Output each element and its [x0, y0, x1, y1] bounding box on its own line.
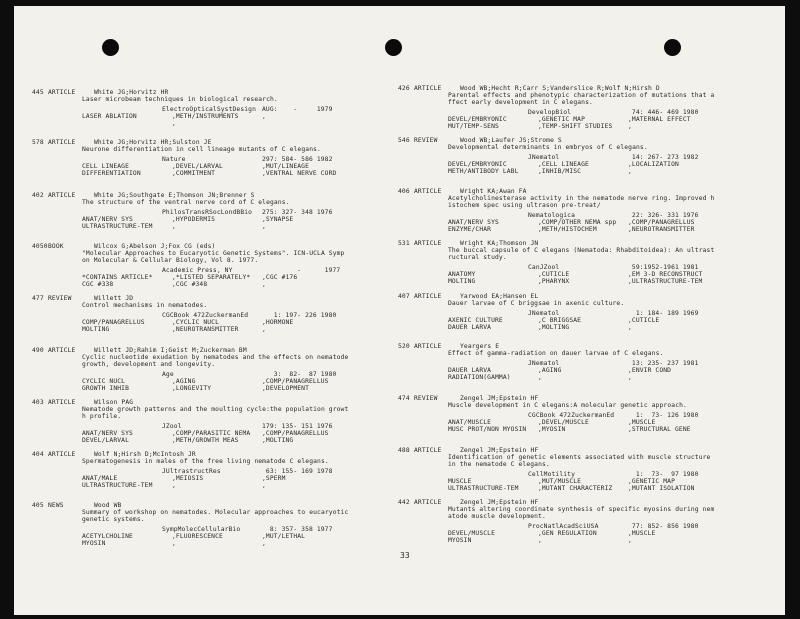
entry-keyword: ,COMP/OTHER NEMA spp: [538, 219, 617, 226]
entry-keyword: CELL LINEAGE: [82, 163, 130, 170]
entry-number: 407: [398, 293, 410, 300]
entry-keyword: MYOSIN: [448, 537, 472, 544]
entry-citation: 1: 73- 126 1980: [628, 412, 699, 419]
entry-keyword: ,FLUORESCENCE: [172, 533, 223, 540]
entry-keyword: ,SPERM: [262, 475, 286, 482]
entry-keyword: ,: [628, 168, 632, 175]
entry-citation: 14: 267- 273 1982: [628, 154, 699, 161]
entry-keyword: ,: [172, 120, 176, 127]
entry-number: 445: [32, 89, 44, 96]
entry-type: ARTICLE: [48, 89, 76, 96]
entry-title: Laser microbeam techniques in biological research.: [82, 96, 278, 103]
entry-source: Age: [162, 371, 174, 378]
entry-keyword: ,ENVIR COND: [628, 367, 672, 374]
entry-keyword: GROWTH INHIB: [82, 385, 130, 392]
entry-number: 426: [398, 85, 410, 92]
entry-keyword: ,: [538, 537, 542, 544]
entry-keyword: ,NEUROTRANSMITTER: [172, 326, 239, 333]
entry-keyword: ULTRASTRUCTURE-TEM: [82, 482, 153, 489]
entry-title: genetic systems.: [82, 516, 145, 523]
entry-title: on Molecular & Cellular Biology, Vol 8. 1977.: [82, 257, 259, 264]
entry-source: SympMolecCellularBio: [162, 526, 241, 533]
entry-keyword: ,GENETIC MAP: [538, 116, 586, 123]
binder-hole: [102, 39, 119, 56]
entry-keyword: ,CGC #348: [172, 281, 208, 288]
entry-title: Developmental determinants in embryos of C elegans.: [448, 144, 648, 151]
entry-number: 578: [32, 139, 44, 146]
entry-keyword: ,: [262, 326, 266, 333]
entry-keyword: ,CGC #176: [262, 274, 298, 281]
entry-keyword: ANAT/NERV SYS: [82, 216, 133, 223]
entry-title: Spermatogenesis in males of the free living nematode C elegans.: [82, 458, 329, 465]
entry-keyword: ,EM 3-D RECONSTRUCT: [628, 271, 703, 278]
entry-keyword: CGC #338: [82, 281, 114, 288]
entry-title: Parental effects and phenotypic characterization of mutations that a: [448, 92, 715, 99]
entry-number: 490: [32, 347, 44, 354]
entry-keyword: ,MOLTING: [262, 437, 294, 444]
entry-authors: Wright KA;Awan FA: [460, 188, 527, 195]
entry-keyword: ,GEN REGULATION: [538, 530, 597, 537]
entry-source: ProcNatlAcadSciUSA: [528, 523, 599, 530]
entry-keyword: MOLTING: [448, 278, 476, 285]
entry-source: DevelopBiol: [528, 109, 572, 116]
entry-keyword: ,: [262, 540, 266, 547]
entry-keyword: ,: [262, 223, 266, 230]
entry-keyword: COMP/PANAGRELLUS: [82, 319, 145, 326]
entry-type: ARTICLE: [414, 85, 442, 92]
page-number: 33: [400, 551, 410, 560]
entry-authors: Wilcox G;Abelson J;Fox CG (eds): [94, 243, 216, 250]
entry-keyword: MUSC PROT/NON MYOSIN: [448, 426, 527, 433]
entry-keyword: ,METH/HISTOCHEM: [538, 226, 597, 233]
entry-keyword: ,METH/INSTRUMENTS: [172, 113, 239, 120]
entry-keyword: MYOSIN: [82, 540, 106, 547]
entry-citation: 63: 155- 169 1978: [262, 468, 333, 475]
entry-keyword: ANAT/MALE: [82, 475, 118, 482]
entry-number: 474: [398, 395, 410, 402]
entry-keyword: ,AGING: [172, 378, 196, 385]
entry-title: "Molecular Approaches to Eucaryotic Genetic Systems". ICN-UCLA Symp: [82, 250, 345, 257]
entry-title: Muscle development in C elegans:A molecular genetic approach.: [448, 402, 687, 409]
binder-hole: [385, 39, 402, 56]
entry-keyword: AXENIC CULTURE: [448, 317, 503, 324]
entry-authors: Willett JD: [94, 295, 134, 302]
entry-number: 403: [32, 399, 44, 406]
entry-title: The structure of the ventral nerve cord of C elegans.: [82, 199, 290, 206]
entry-type: REVIEW: [414, 137, 438, 144]
entry-title: The buccal capsule of C elegans (Nematoda: Rhabditoidea): An ultrast: [448, 247, 715, 254]
entry-keyword: ,COMP/PANAGRELLUS: [262, 430, 329, 437]
entry-keyword: ,: [172, 223, 176, 230]
entry-type: BOOK: [48, 243, 64, 250]
entry-keyword: ,DEVELOPMENT: [262, 385, 310, 392]
entry-citation: 297: 584- 586 1982: [262, 156, 333, 163]
entry-keyword: ,STRUCTURAL GENE: [628, 426, 691, 433]
entry-keyword: ENZYME/CHAR: [448, 226, 492, 233]
entry-type: ARTICLE: [48, 139, 76, 146]
entry-keyword: ,: [628, 537, 632, 544]
entry-keyword: CYCLIC NUCL: [82, 378, 126, 385]
entry-authors: Wood WB: [94, 502, 122, 509]
entry-number: 405: [32, 502, 44, 509]
entry-authors: White JG;Horvitz HR;Sulston JE: [94, 139, 212, 146]
entry-keyword: ,MATERNAL EFFECT: [628, 116, 691, 123]
entry-keyword: ,MUSCLE: [628, 419, 656, 426]
entry-keyword: ULTRASTRUCTURE-TEM: [448, 485, 519, 492]
entry-keyword: LASER ABLATION: [82, 113, 137, 120]
entry-source: PhilosTransRSocLondBBio: [162, 209, 253, 216]
entry-number: 442: [398, 499, 410, 506]
binder-hole: [664, 39, 681, 56]
entry-keyword: MOLTING: [82, 326, 110, 333]
entry-keyword: ,: [628, 374, 632, 381]
entry-citation: 275: 327- 348 1976: [262, 209, 333, 216]
entry-source: CGCBook 472ZuckermanEd: [162, 312, 249, 319]
entry-citation: 22: 326- 331 1976: [628, 212, 699, 219]
entry-keyword: ,: [172, 540, 176, 547]
entry-authors: Wood WB;Hecht R;Carr S;Vanderslice R;Wolf N;Hirsh D: [460, 85, 660, 92]
entry-keyword: ,CUTICLE: [628, 317, 660, 324]
entry-title: Dauer larvae of C briggsae in axenic culture.: [448, 300, 625, 307]
entry-keyword: ANAT/MUSCLE: [448, 419, 492, 426]
entry-authors: Wilson PAG: [94, 399, 134, 406]
entry-authors: Wright KA;Thomson JN: [460, 240, 539, 247]
entry-type: ARTICLE: [414, 447, 442, 454]
entry-keyword: MUSCLE: [448, 478, 472, 485]
entry-keyword: ,COMP/PARASITIC NEMA: [172, 430, 251, 437]
entry-citation: 59:1952-1961 1981: [628, 264, 699, 271]
entry-keyword: ACETYLCHOLINE: [82, 533, 133, 540]
entry-keyword: ,: [262, 482, 266, 489]
entry-citation: 1: 184- 189 1969: [628, 310, 699, 317]
entry-keyword: METH/ANTIBODY LABL: [448, 168, 519, 175]
entry-authors: Wolf N;Hirsh D;McIntosh JR: [94, 451, 196, 458]
entry-keyword: *CONTAINS ARTICLE*: [82, 274, 153, 281]
entry-keyword: ,MUT/MUSCLE: [538, 478, 582, 485]
entry-title: in the nematode C elegans.: [448, 461, 550, 468]
entry-keyword: ,COMMITMENT: [172, 170, 216, 177]
entry-title: Neurone differentiation in cell lineage mutants of C elegans.: [82, 146, 321, 153]
entry-citation: 1: 197- 226 1980: [262, 312, 337, 319]
entry-title: Control mechanisms in nematodes.: [82, 302, 208, 309]
entry-authors: Zengel JM;Epstein HF: [460, 395, 539, 402]
entry-keyword: ,C BRIGGSAE: [538, 317, 582, 324]
entry-keyword: ,: [628, 324, 632, 331]
entry-keyword: ,PHARYNX: [538, 278, 570, 285]
entry-title: ffect early development in C elegans.: [448, 99, 593, 106]
entry-keyword: ,COMP/PANAGRELLUS: [628, 219, 695, 226]
entry-title: growth, development and longevity.: [82, 361, 216, 368]
entry-keyword: ,: [262, 113, 266, 120]
entry-source: JNematol: [528, 360, 560, 367]
entry-type: ARTICLE: [48, 347, 76, 354]
entry-keyword: ,TEMP-SHIFT STUDIES: [538, 123, 613, 130]
entry-keyword: ,: [172, 482, 176, 489]
entry-title: Effect of gamma-radiation on dauer larvae of C elegans.: [448, 350, 664, 357]
entry-number: 406: [398, 188, 410, 195]
entry-keyword: ,DEVEL/MUSCLE: [538, 419, 589, 426]
entry-source: Academic Press, NY: [162, 267, 233, 274]
entry-citation: 13: 235- 237 1981: [628, 360, 699, 367]
entry-title: h profile.: [82, 413, 122, 420]
entry-citation: AUG: - 1979: [262, 106, 333, 113]
entry-keyword: ULTRASTRUCTURE-TEM: [82, 223, 153, 230]
entry-keyword: DEVEL/EMBRYONIC: [448, 161, 507, 168]
entry-keyword: ,LOCALIZATION: [628, 161, 679, 168]
entry-citation: 74: 446- 469 1980: [628, 109, 699, 116]
entry-source: JUltrastructRes: [162, 468, 221, 475]
entry-type: ARTICLE: [48, 192, 76, 199]
entry-keyword: MUT/TEMP-SENS: [448, 123, 499, 130]
entry-title: istochem spec using ultrason pre-treat/: [448, 202, 601, 209]
entry-keyword: ,GENETIC MAP: [628, 478, 676, 485]
entry-keyword: DAUER LARVA: [448, 324, 492, 331]
entry-type: NEWS: [48, 502, 64, 509]
entry-keyword: ,HYPODERMIS: [172, 216, 216, 223]
entry-authors: Zengel JM;Epstein HF: [460, 499, 539, 506]
entry-type: ARTICLE: [48, 399, 76, 406]
entry-keyword: ,CUTICLE: [538, 271, 570, 278]
entry-source: JNematol: [528, 154, 560, 161]
entry-title: Nematode growth patterns and the moulting cycle:the population growt: [82, 406, 349, 413]
entry-title: Identification of genetic elements associated with muscle structure: [448, 454, 711, 461]
entry-keyword: ,DEVEL/LARVAL: [172, 163, 223, 170]
entry-number: 4050: [32, 243, 48, 250]
entry-keyword: ,LONGEVITY: [172, 385, 212, 392]
entry-citation: - 1977: [262, 267, 341, 274]
entry-source: Nematologica: [528, 212, 576, 219]
entry-keyword: ,: [538, 374, 542, 381]
entry-keyword: ,MUTANT ISOLATION: [628, 485, 695, 492]
entry-title: Summary of workshop on nematodes. Molecular approaches to eucaryotic: [82, 509, 349, 516]
entry-keyword: DEVEL/EMBRYONIC: [448, 116, 507, 123]
entry-keyword: ,VENTRAL NERVE CORD: [262, 170, 337, 177]
entry-citation: 77: 852- 856 1980: [628, 523, 699, 530]
entry-keyword: ,MOLTING: [538, 324, 570, 331]
entry-keyword: ,CELL LINEAGE: [538, 161, 589, 168]
entry-keyword: ,INHIB/MISC: [538, 168, 582, 175]
entry-keyword: ,SYNAPSE: [262, 216, 294, 223]
entry-number: 531: [398, 240, 410, 247]
entry-number: 520: [398, 343, 410, 350]
entry-type: ARTICLE: [414, 188, 442, 195]
entry-keyword: DAUER LARVA: [448, 367, 492, 374]
entry-keyword: ,: [628, 123, 632, 130]
entry-keyword: ,AGING: [538, 367, 562, 374]
entry-type: REVIEW: [414, 395, 438, 402]
entry-keyword: ,MUSCLE: [628, 530, 656, 537]
entry-authors: Yeargers E: [460, 343, 500, 350]
entry-number: 404: [32, 451, 44, 458]
entry-keyword: ,*LISTED SEPARATELY*: [172, 274, 251, 281]
entry-authors: White JG;Horvitz HR: [94, 89, 169, 96]
entry-keyword: ,MUT/LETHAL: [262, 533, 306, 540]
entry-keyword: ,NEUROTRANSMITTER: [628, 226, 695, 233]
entry-keyword: DEVEL/MUSCLE: [448, 530, 496, 537]
entry-source: CGCBook 472ZuckermanEd: [528, 412, 615, 419]
entry-authors: Willett JD;Rahim I;Geist M;Zuckerman BM: [94, 347, 247, 354]
entry-keyword: ,MEIOSIS: [172, 475, 204, 482]
entry-citation: 1: 73- 97 1980: [628, 471, 699, 478]
entry-keyword: ANAT/NERV SYS: [448, 219, 499, 226]
entry-citation: 3: 82- 87 1980: [262, 371, 337, 378]
entry-keyword: RADIATION(GAMMA): [448, 374, 511, 381]
entry-type: ARTICLE: [414, 343, 442, 350]
entry-type: ARTICLE: [414, 499, 442, 506]
entry-keyword: ,COMP/PANAGRELLUS: [262, 378, 329, 385]
entry-number: 488: [398, 447, 410, 454]
entry-source: ElectroOpticalSystDesign: [162, 106, 257, 113]
entry-title: Acetylcholinesterase activity in the nematode nerve ring. Improved h: [448, 195, 715, 202]
entry-keyword: ,METH/GROWTH MEAS: [172, 437, 239, 444]
entry-type: ARTICLE: [414, 240, 442, 247]
entry-keyword: ,MUTANT CHARACTERIZ: [538, 485, 613, 492]
entry-source: JNematol: [528, 310, 560, 317]
entry-citation: 8: 357- 358 1977: [262, 526, 333, 533]
entry-source: JZool: [162, 423, 182, 430]
entry-number: 477: [32, 295, 44, 302]
entry-keyword: ,: [262, 281, 266, 288]
entry-keyword: ,HORMONE: [262, 319, 294, 326]
entry-authors: Wood WB;Laufer JS;Strome S: [460, 137, 562, 144]
entry-keyword: ANAT/NERV SYS: [82, 430, 133, 437]
entry-keyword: DIFFERENTIATION: [82, 170, 141, 177]
entry-source: Nature: [162, 156, 186, 163]
entry-keyword: ,ULTRASTRUCTURE-TEM: [628, 278, 703, 285]
entry-keyword: ,MYOSIN: [538, 426, 566, 433]
entry-type: ARTICLE: [48, 451, 76, 458]
entry-title: Mutants altering coordinate synthesis of specific myosins during nem: [448, 506, 715, 513]
entry-title: ructural study.: [448, 254, 507, 261]
entry-title: Cyclic nucleotide exudation by nematodes and the effects on nematode: [82, 354, 349, 361]
document-page: [14, 6, 785, 615]
entry-source: CanJZool: [528, 264, 560, 271]
entry-keyword: DEVEL/LARVAL: [82, 437, 130, 444]
entry-keyword: ,CYCLIC NUCL: [172, 319, 220, 326]
entry-type: ARTICLE: [414, 293, 442, 300]
entry-title: atode muscle development.: [448, 513, 546, 520]
entry-type: REVIEW: [48, 295, 72, 302]
entry-authors: Yarwood EA;Hansen EL: [460, 293, 539, 300]
entry-source: CellMotility: [528, 471, 576, 478]
entry-keyword: ANATOMY: [448, 271, 476, 278]
entry-authors: Zengel JM;Epstein HF: [460, 447, 539, 454]
entry-authors: White JG;Southgate E;Thomson JN;Brenner S: [94, 192, 255, 199]
entry-number: 546: [398, 137, 410, 144]
entry-citation: 179: 135- 151 1976: [262, 423, 333, 430]
entry-number: 402: [32, 192, 44, 199]
entry-keyword: ,MUT/LINEAGE: [262, 163, 310, 170]
